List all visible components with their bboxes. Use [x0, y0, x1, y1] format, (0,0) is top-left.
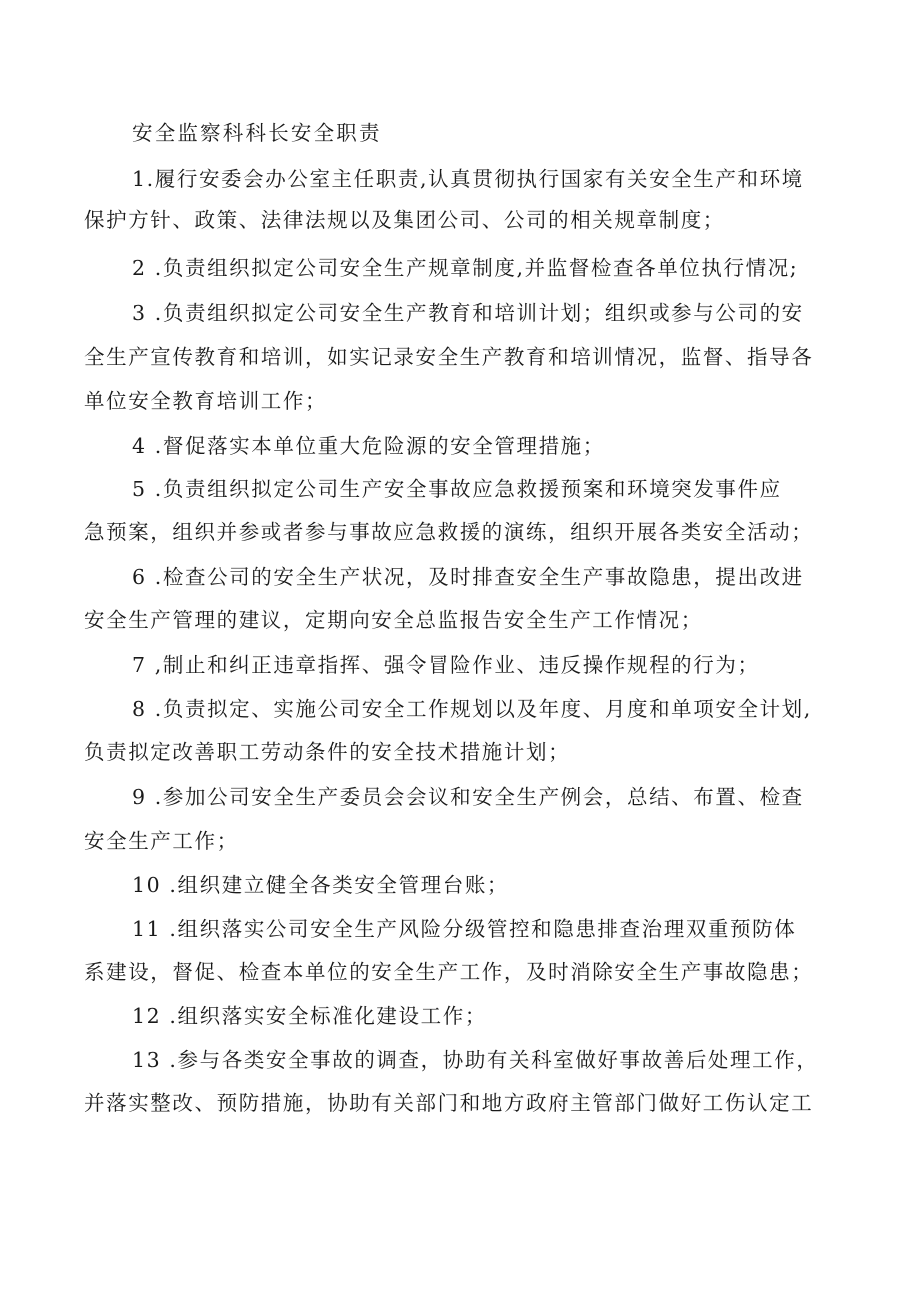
paragraph-line: 单位安全教育培训工作；: [84, 389, 328, 413]
paragraph-line: 5 .负责组织拟定公司生产安全事故应急救援预案和环境突发事件应: [132, 477, 782, 501]
document-title: 安全监察科科长安全职责: [132, 121, 382, 145]
paragraph-line: 4 .督促落实本单位重大危险源的安全管理措施；: [132, 434, 605, 458]
paragraph-line: 12 .组织落实安全标准化建设工作；: [132, 1004, 487, 1028]
paragraph-line: 8 .负责拟定、实施公司安全工作规划以及年度、月度和单项安全计划,: [132, 697, 812, 721]
paragraph-line: 系建设，督促、检查本单位的安全生产工作，及时消除安全生产事故隐患；: [84, 960, 814, 984]
paragraph-line: 全生产宣传教育和培训，如实记录安全生产教育和培训情况，监督、指导各: [84, 345, 814, 369]
paragraph-line: 10 .组织建立健全各类安全管理台账；: [132, 873, 510, 897]
paragraph-line: 2 .负责组织拟定公司安全生产规章制度,并监督检查各单位执行情况;: [132, 256, 799, 280]
paragraph-line: 13 .参与各类安全事故的调查，协助有关科室做好事故善后处理工作，: [132, 1048, 819, 1072]
paragraph-line: 安全生产管理的建议，定期向安全总监报告安全生产工作情况；: [84, 608, 703, 632]
paragraph-line: 7 ,制止和纠正违章指挥、强令冒险作业、违反操作规程的行为；: [132, 653, 760, 677]
paragraph-line: 11 .组织落实公司安全生产风险分级管控和隐患排查治理双重预防体: [132, 917, 797, 941]
paragraph-line: 保护方针、政策、法律法规以及集团公司、公司的相关规章制度；: [84, 208, 725, 232]
paragraph-line: 3 .负责组织拟定公司安全生产教育和培训计划；组织或参与公司的安: [132, 301, 804, 325]
paragraph-line: 并落实整改、预防措施，协助有关部门和地方政府主管部门做好工伤认定工: [84, 1091, 814, 1115]
paragraph-line: 急预案，组织并参或者参与事故应急救援的演练，组织开展各类安全活动；: [84, 520, 814, 544]
paragraph-line: 9 .参加公司安全生产委员会会议和安全生产例会，总结、布置、检查: [132, 785, 804, 809]
paragraph-line: 负责拟定改善职工劳动条件的安全技术措施计划；: [84, 740, 571, 764]
paragraph-line: 安全生产工作；: [84, 829, 239, 853]
paragraph-line: 1.履行安委会办公室主任职责,认真贯彻执行国家有关安全生产和环境: [132, 167, 804, 191]
paragraph-line: 6 .检查公司的安全生产状况，及时排查安全生产事故隐患，提出改进: [132, 565, 804, 589]
